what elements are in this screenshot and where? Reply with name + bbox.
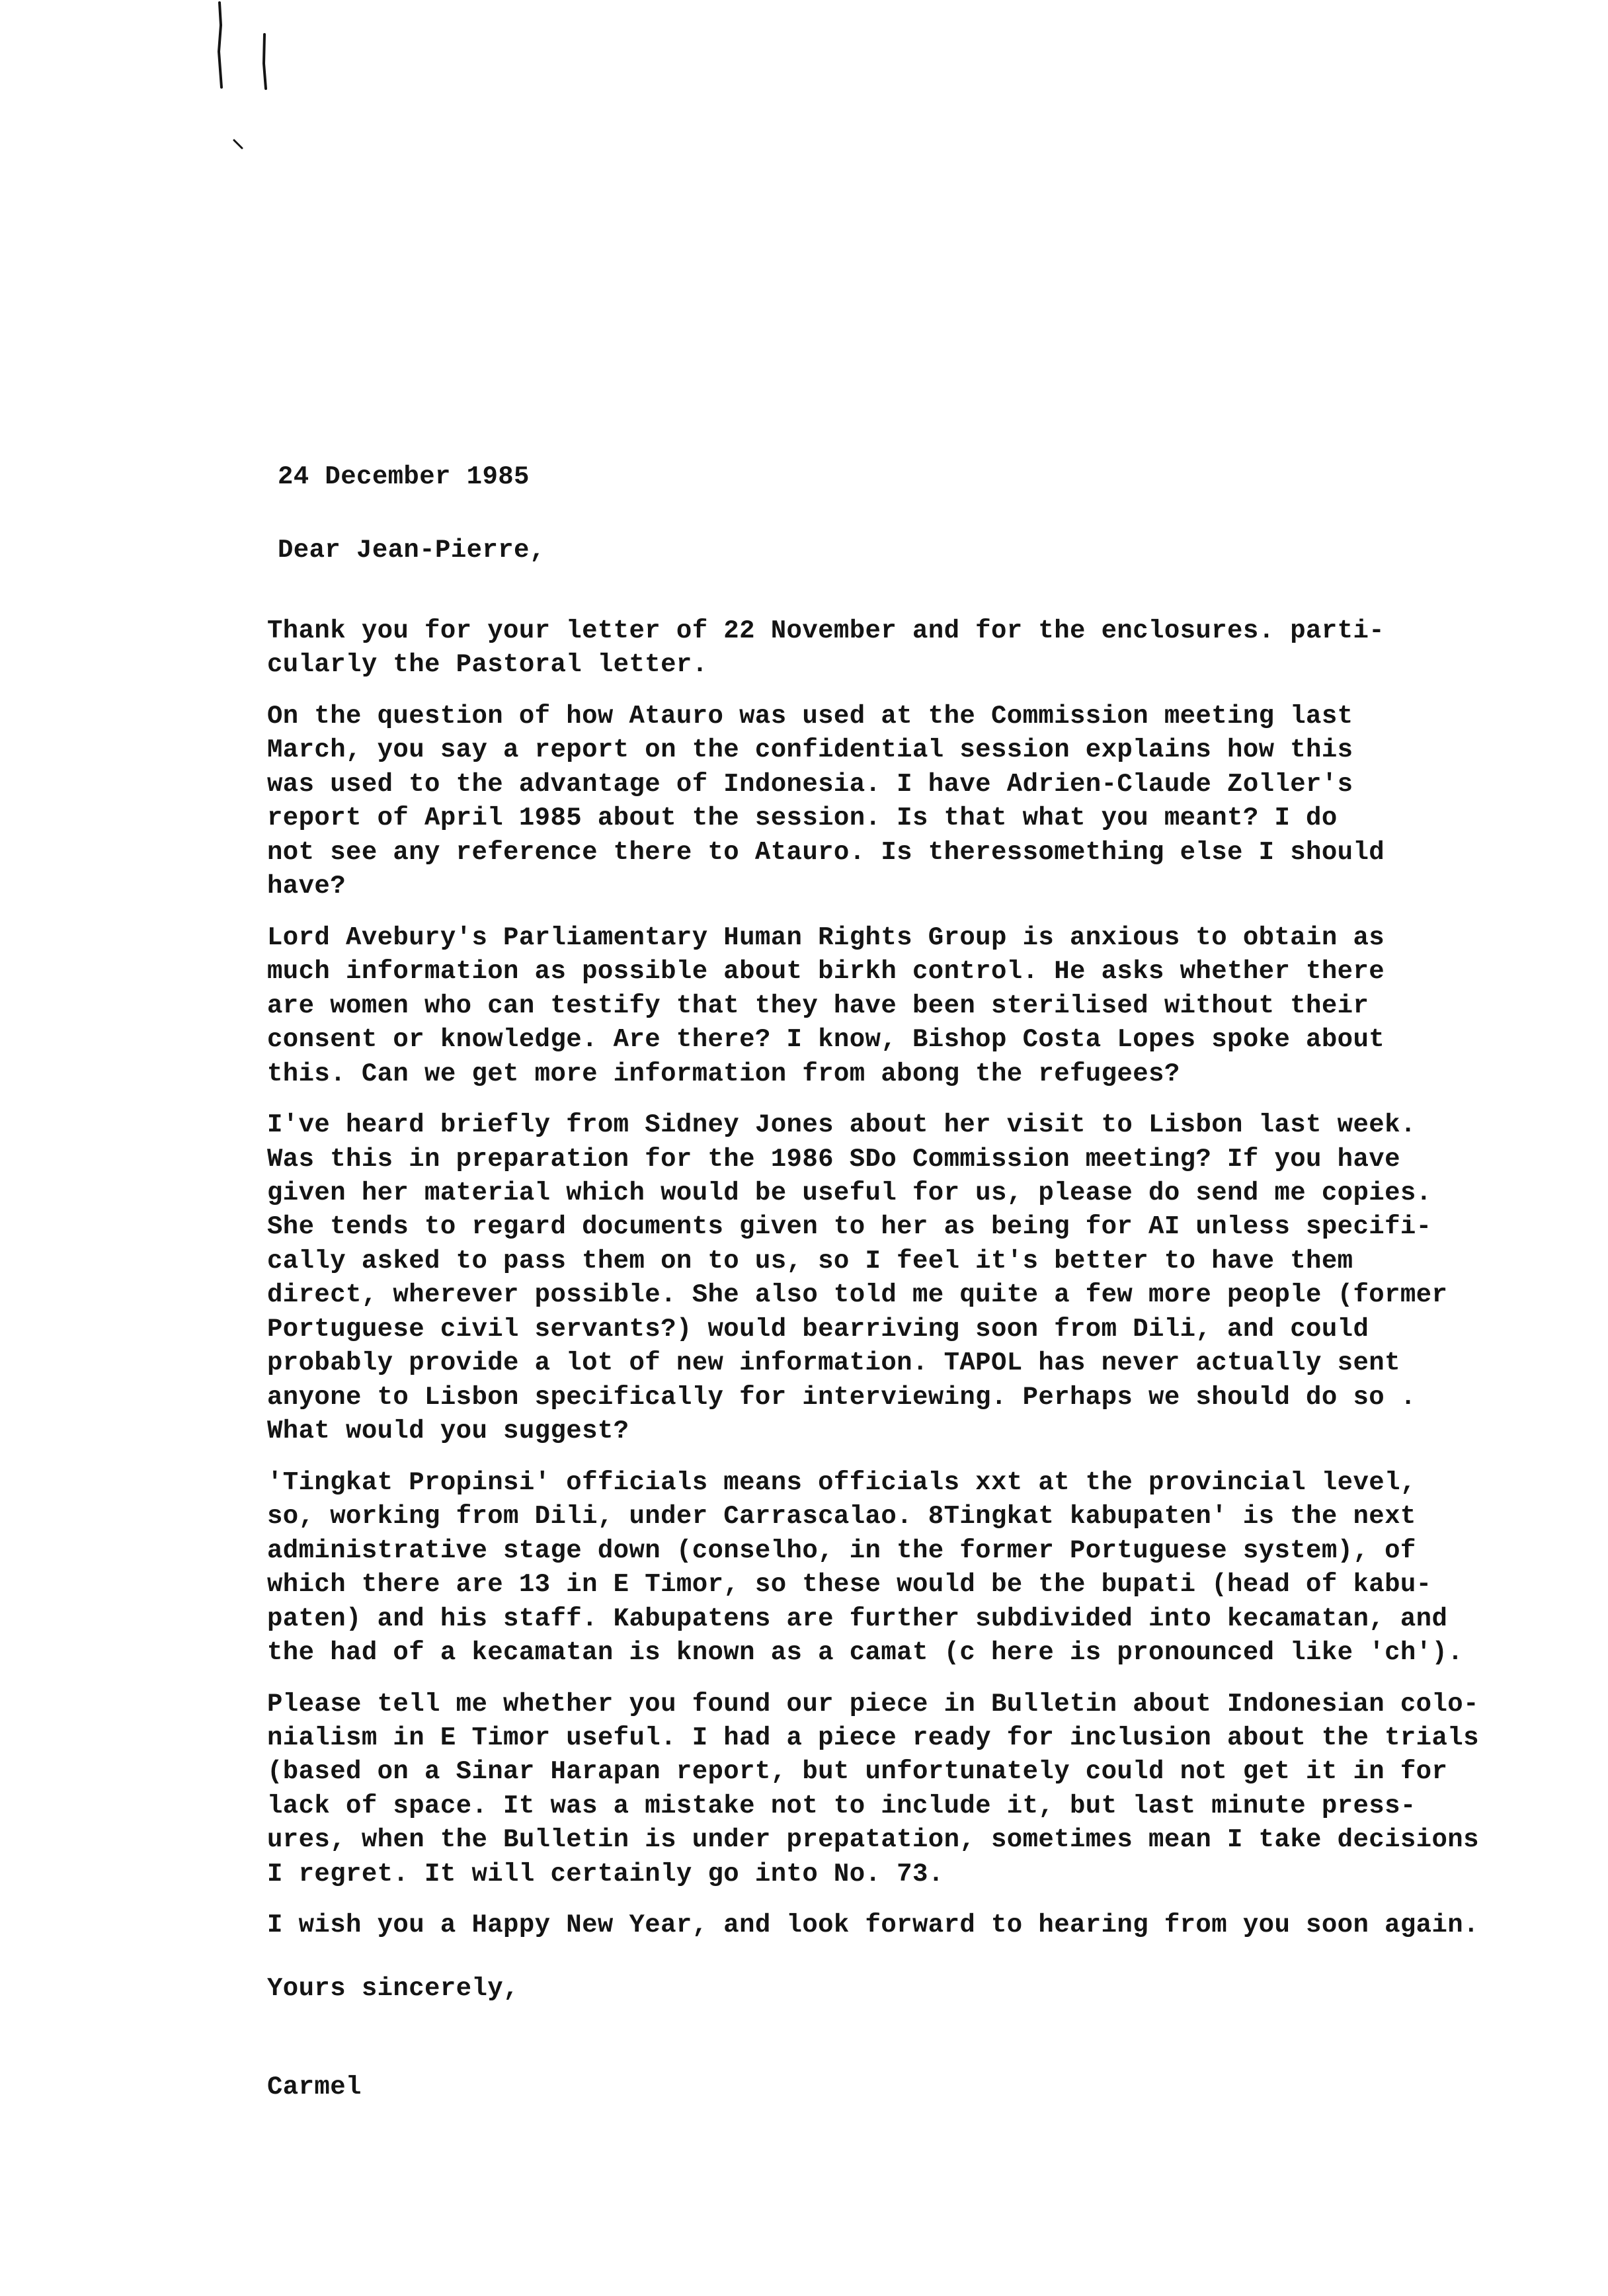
paragraph-new-year xyxy=(267,1908,1537,1942)
text-line: ures, when the Bulletin is under prepatation, sometimes mean I take decisions xyxy=(267,1825,1479,1855)
text-line: report of April 1985 about the session. Is that what you meant? I do xyxy=(267,803,1338,833)
text-line: are women who can testify that they have been sterilised without their xyxy=(267,991,1369,1020)
text-line: I regret. It will certainly go into No. 73. xyxy=(267,1859,944,1889)
text-line: March, you say a report on the confidential session explains how this xyxy=(267,735,1353,765)
text-line: given her material which would be useful for us, please do send me copies. xyxy=(267,1178,1432,1208)
text-line: direct, wherever possible. She also told me quite a few more people (former xyxy=(267,1280,1448,1310)
text-line: She tends to regard documents given to her as being for AI unless specifi- xyxy=(267,1212,1432,1242)
text-line: I've heard briefly from Sidney Jones about her visit to Lisbon last week. xyxy=(267,1110,1416,1140)
text-line: much information as possible about birkh control. He asks whether there xyxy=(267,957,1385,987)
paragraph-atauro xyxy=(267,700,1537,904)
paragraph-thanks xyxy=(267,614,1537,682)
text-line: Thank you for your letter of 22 November and for the enclosures. parti- xyxy=(267,616,1385,645)
text-line: this. Can we get more information from abong the refugees? xyxy=(267,1059,1180,1088)
text-line: Please tell me whether you found our piece in Bulletin about Indonesian colo- xyxy=(267,1689,1479,1719)
text-line: On the question of how Atauro was used at the Commission meeting last xyxy=(267,701,1353,731)
text-line: was used to the advantage of Indonesia. I have Adrien-Claude Zoller's xyxy=(267,769,1353,799)
text-line: probably provide a lot of new information. TAPOL has never actually sent xyxy=(267,1348,1400,1378)
pen-stroke-3 xyxy=(234,140,242,148)
text-line: Lord Avebury's Parliamentary Human Rights Group is anxious to obtain as xyxy=(267,922,1385,952)
text-line: have? xyxy=(267,872,346,901)
paragraph-bulletin xyxy=(267,1688,1537,1892)
text-line: so, working from Dili, under Carrascalao. 8Tingkat kabupaten' is the next xyxy=(267,1502,1416,1532)
letter-date: 24 December 1985 xyxy=(278,462,530,491)
text-line: (based on a Sinar Harapan report, but unfortunately could not get it in for xyxy=(267,1757,1448,1787)
text-line: I wish you a Happy New Year, and look forward to hearing from you soon again. xyxy=(267,1910,1479,1940)
letter-body xyxy=(267,460,1537,2105)
paragraph-tingkat xyxy=(267,1466,1537,1670)
text-line: anyone to Lisbon specifically for interviewing. Perhaps we should do so . xyxy=(267,1382,1416,1412)
text-line: nialism in E Timor useful. I had a piece ready for inclusion about the trials xyxy=(267,1723,1479,1752)
text-line: What would you suggest? xyxy=(267,1416,629,1446)
text-line: cally asked to pass them on to us, so I feel it's better to have them xyxy=(267,1246,1353,1276)
letter-signature: Carmel xyxy=(267,2072,362,2102)
text-line: Was this in preparation for the 1986 SDo Commission meeting? If you have xyxy=(267,1144,1400,1174)
margin-pen-marks xyxy=(198,0,291,172)
text-line: the had of a kecamatan is known as a camat (c here is pronounced like 'ch'). xyxy=(267,1638,1464,1668)
text-line: consent or knowledge. Are there? I know, Bishop Costa Lopes spoke about xyxy=(267,1025,1385,1055)
pen-stroke-2 xyxy=(264,34,266,89)
paragraph-avebury xyxy=(267,921,1537,1091)
text-line: which there are 13 in E Timor, so these would be the bupati (head of kabu- xyxy=(267,1570,1432,1600)
pen-stroke-1 xyxy=(219,3,221,87)
text-line: administrative stage down (conselho, in the former Portuguese system), of xyxy=(267,1536,1416,1565)
text-line: Portuguese civil servants?) would bearriving soon from Dili, and could xyxy=(267,1314,1369,1344)
letter-closing: Yours sincerely, xyxy=(267,1973,519,2003)
paragraph-sidney-jones xyxy=(267,1108,1537,1449)
text-line: not see any reference there to Atauro. Is theressomething else I should xyxy=(267,837,1385,867)
text-line: lack of space. It was a mistake not to include it, but last minute press- xyxy=(267,1791,1416,1821)
text-line: 'Tingkat Propinsi' officials means officials xxt at the provincial level, xyxy=(267,1467,1416,1497)
text-line: paten) and his staff. Kabupatens are further subdivided into kecamatan, and xyxy=(267,1604,1448,1633)
text-line: cularly the Pastoral letter. xyxy=(267,650,708,680)
letter-salutation: Dear Jean-Pierre, xyxy=(278,536,545,565)
